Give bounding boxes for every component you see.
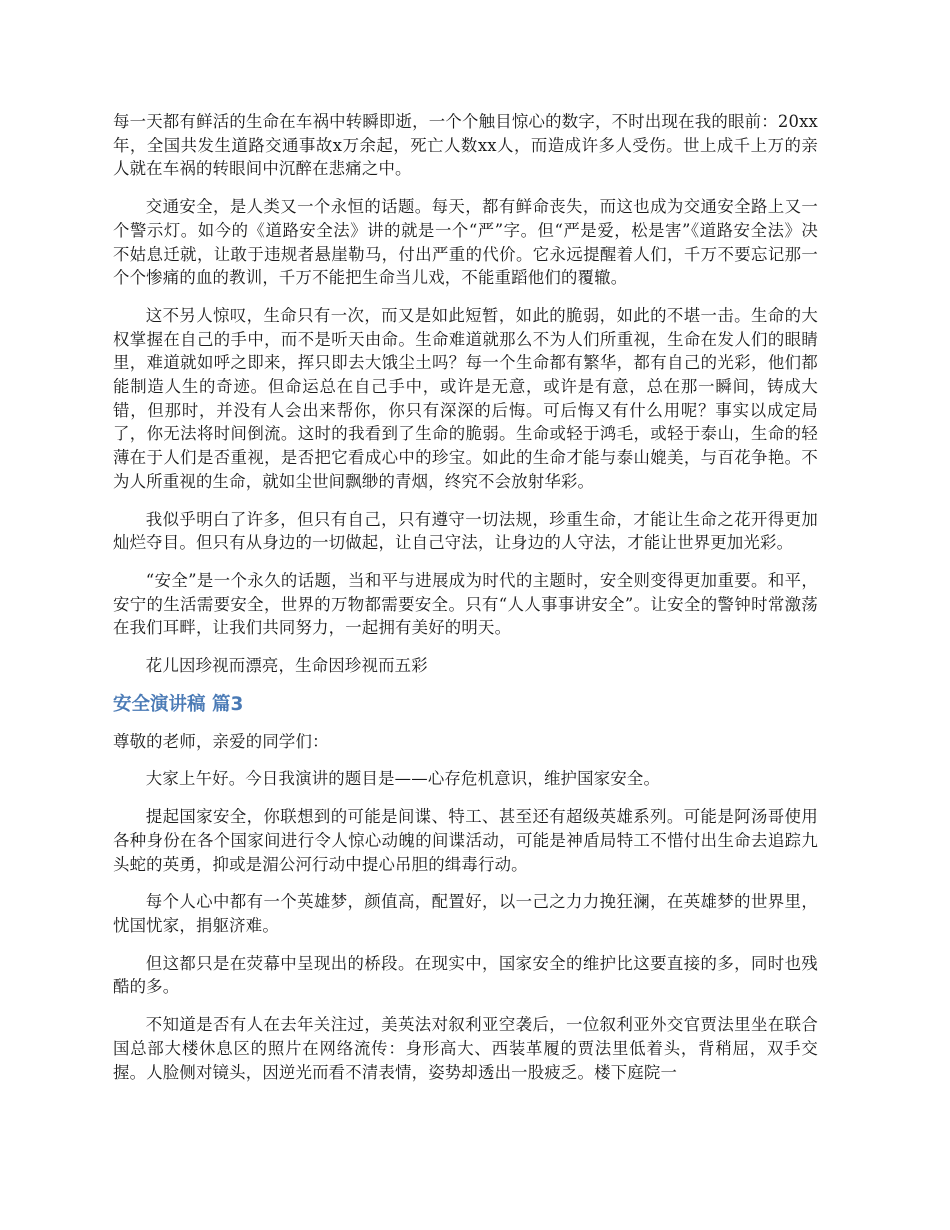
paragraph-hero-dream: 每个人心中都有一个英雄梦，颜值高，配置好，以一己之力力挽狂澜，在英雄梦的世界里，忧国忧家，捐躯济难。: [113, 892, 818, 935]
paragraph-greeting: 大家上午好。今日我演讲的题目是——心存危机意识，维护国家安全。: [145, 769, 661, 789]
paragraph-life-fragility: 这不另人惊叹，生命只有一次，而又是如此短暂，如此的脆弱，如此的不堪一击。生命的大权掌握在自己的手中，而不是听天由命。生命难道就那么不为人们所重视，生命在发人们的眼睛里，难道就如呼之即来，挥只即去大饿尘土吗？每一个生命都有繁华，都有自己的光彩，他们都能制造人生的奇迹。但命运总在自己手中，或许是无意，或许是有意，总在那一瞬间，铸成大错，但那时，并没有人会出来帮你，你只有深深的后悔。可后悔又有什么用呢？事实以成定局了，你无法将时间倒流。这时的我看到了生命的脆弱。生命或轻于鸿毛，或轻于泰山，生命的轻薄在于人们是否重视，是否把它看成心中的珍宝。如此的生命才能与泰山媲美，与百花争艳。不为人所重视的生命，就如尘世间飘缈的青烟，终究不会放射华彩。: [113, 305, 818, 491]
paragraph-traffic-safety: 交通安全，是人类又一个永恒的话题。每天，都有鲜命丧失，而这也成为交通安全路上又一个警示灯。如今的《道路安全法》讲的就是一个“严”字。但“严是爱，松是害”《道路安全法》决不姑息迁就，让敢于违规者悬崖勒马，付出严重的代价。它永远提醒着人们，千万不要忘记那一个个惨痛的血的教训，千万不能把生命当儿戏，不能重蹈他们的覆辙。: [113, 197, 818, 288]
paragraph-diplomat-photo: 不知道是否有人在去年关注过，美英法对叙利亚空袭后，一位叙利亚外交官贾法里坐在联合国总部大楼休息区的照片在网络流传：身形高大、西装革履的贾法里低着头，背稍屈，双手交握。人脸侧对镜头，因逆光而看不清表情，姿势却透出一股疲乏。楼下庭院一: [113, 1015, 818, 1082]
section-heading: 安全演讲稿 篇3: [113, 693, 244, 715]
paragraph-traffic-deaths: 每一天都有鲜活的生命在车祸中转瞬即逝，一个个触目惊心的数字，不时出现在我的眼前：20xx年，全国共发生道路交通事故x万余起，死亡人数xx人，而造成许多人受伤。世上成千上万的亲人就在车祸的转眼间中沉醉在悲痛之中。: [113, 112, 818, 179]
paragraph-reality: 但这都只是在荧幕中呈现出的桥段。在现实中，国家安全的维护比这要直接的多，同时也残酷的多。: [113, 953, 818, 997]
paragraph-national-security: 提起国家安全，你联想到的可能是间谍、特工、甚至还有超级英雄系列。可能是阿汤哥使用各种身份在各个国家间进行令人惊心动魄的间谍活动，可能是神盾局特工不惜付出生命去追踪九头蛇的英勇，抑或是湄公河行动中提心吊胆的缉毒行动。: [113, 807, 818, 874]
paragraph-salutation: 尊敬的老师，亲爱的同学们：: [113, 731, 329, 751]
paragraph-obey-law: 我似乎明白了许多，但只有自己，只有遵守一切法规，珍重生命，才能让生命之花开得更加灿烂夺目。但只有从身边的一切做起，让自己守法，让身边的人守法，才能让世界更加光彩。: [113, 509, 818, 553]
paragraph-closing-line: 花儿因珍视而漂亮，生命因珍视而五彩: [145, 656, 428, 676]
paragraph-safety-topic: “安全”是一个永久的话题，当和平与进展成为时代的主题时，安全则变得更加重要。和平，安宁的生活需要安全，世界的万物都需要安全。只有“人人事事讲安全”。让安全的警钟时常激荡在我们耳畔，让我们共同努力，一起拥有美好的明天。: [113, 570, 818, 638]
